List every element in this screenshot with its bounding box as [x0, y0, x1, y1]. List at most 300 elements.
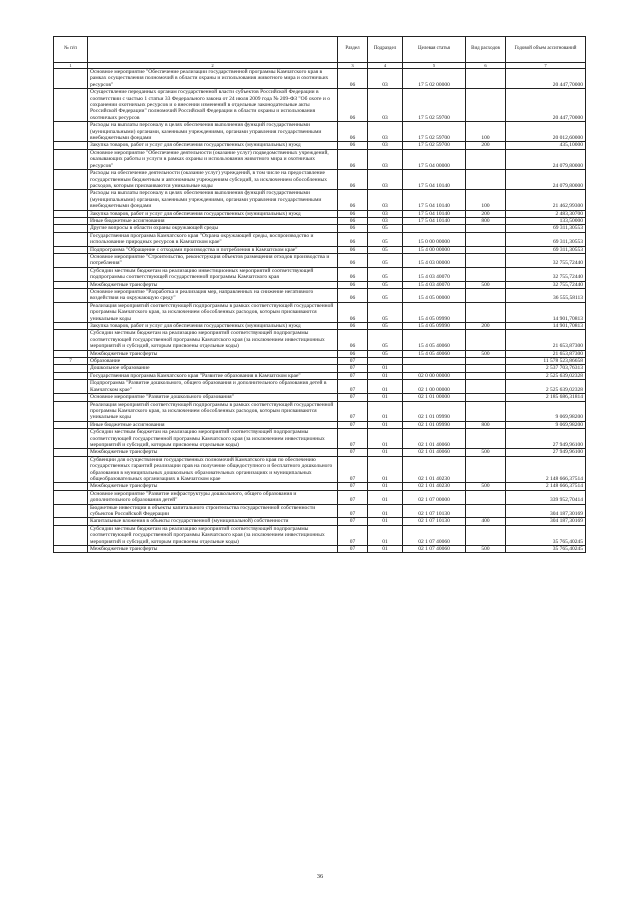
row-target-article: [403, 225, 466, 232]
row-expense-type: [466, 490, 506, 504]
row-target-article: 02 1 07 10130: [403, 504, 466, 518]
header-expense-type: Вид расходов: [466, 37, 506, 63]
table-row: [54, 525, 586, 545]
row-target-article: 17 5 04 10140: [403, 217, 466, 224]
row-expense-type: 200: [466, 142, 506, 149]
column-number: 5: [403, 63, 466, 69]
row-number: [54, 456, 88, 483]
row-amount: 27 949,96100: [506, 449, 586, 456]
row-name: Образование: [88, 358, 338, 365]
table-row: [54, 289, 586, 303]
row-target-article: 15 4 00 00000: [403, 246, 466, 253]
row-subsection: 03: [368, 190, 403, 210]
table-row: [54, 225, 586, 232]
row-target-article: 02 1 01 09990: [403, 401, 466, 421]
row-amount: 20 447,70000: [506, 89, 586, 122]
row-expense-type: [466, 225, 506, 232]
row-number: [54, 142, 88, 149]
row-amount: 2 185 686,31814: [506, 394, 586, 401]
row-section: 07: [338, 429, 368, 449]
table-row: [54, 142, 586, 149]
row-name: Основное мероприятие "Обеспечение деятельности (оказание услуг) подведомственных учреждений, оказывающих работы и услуги в рамках охраны и использования животного мира и охотничьих ресурсов": [88, 149, 338, 169]
row-target-article: [403, 365, 466, 372]
row-number: [54, 323, 88, 330]
row-target-article: 17 5 04 00000: [403, 149, 466, 169]
row-subsection: 05: [368, 289, 403, 303]
table-row: [54, 232, 586, 246]
row-number: [54, 281, 88, 288]
table-row: [54, 210, 586, 217]
column-number: 4: [368, 63, 403, 69]
row-section: 07: [338, 490, 368, 504]
row-name: Межбюджетные трансферты: [88, 546, 338, 553]
row-number: [54, 89, 88, 122]
row-expense-type: [466, 394, 506, 401]
row-number: [54, 122, 88, 142]
row-number: [54, 210, 88, 217]
row-section: 06: [338, 281, 368, 288]
header-amount: Годовой объем ассигнований: [506, 37, 586, 63]
row-number: [54, 267, 88, 281]
row-target-article: 02 0 00 00000: [403, 372, 466, 379]
row-name: Закупка товаров, работ и услуг для обеспечения государственных (муниципальных) нужд: [88, 210, 338, 217]
row-name: Дошкольное образование: [88, 365, 338, 372]
table-row: [54, 456, 586, 483]
row-amount: 35 765,40245: [506, 546, 586, 553]
row-number: [54, 449, 88, 456]
row-section: 06: [338, 225, 368, 232]
row-section: 06: [338, 267, 368, 281]
row-target-article: 02 1 01 40230: [403, 483, 466, 490]
row-number: [54, 149, 88, 169]
row-target-article: 15 4 05 40060: [403, 350, 466, 357]
header-target-article: Целевая статья: [403, 37, 466, 63]
row-target-article: 02 1 00 00000: [403, 380, 466, 394]
row-section: 06: [338, 302, 368, 322]
table-row: [54, 89, 586, 122]
row-subsection: 01: [368, 483, 403, 490]
row-amount: 339 952,70414: [506, 490, 586, 504]
row-section: 06: [338, 122, 368, 142]
row-number: [54, 350, 88, 357]
row-subsection: 03: [368, 210, 403, 217]
table-row: [54, 490, 586, 504]
row-expense-type: [466, 504, 506, 518]
row-amount: 11 578 523,86658: [506, 358, 586, 365]
row-section: 06: [338, 217, 368, 224]
table-row: [54, 372, 586, 379]
row-section: 06: [338, 323, 368, 330]
header-section: Раздел: [338, 37, 368, 63]
row-section: 06: [338, 149, 368, 169]
row-amount: 9 069,98200: [506, 421, 586, 428]
row-section: 06: [338, 253, 368, 267]
row-amount: 304 187,30169: [506, 518, 586, 525]
row-expense-type: [466, 232, 506, 246]
row-section: 06: [338, 142, 368, 149]
row-amount: 35 765,40245: [506, 525, 586, 545]
table-row: [54, 267, 586, 281]
row-amount: 32 755,72440: [506, 253, 586, 267]
row-amount: 14 901,70813: [506, 323, 586, 330]
row-target-article: 15 4 03 40070: [403, 267, 466, 281]
row-subsection: 01: [368, 449, 403, 456]
header-row: [54, 37, 586, 63]
row-section: 06: [338, 350, 368, 357]
row-target-article: 02 1 07 40060: [403, 525, 466, 545]
row-section: 07: [338, 456, 368, 483]
row-name: Основное мероприятие "Обеспечение реализации государственной программы Камчатского края в рамках осуществления полномочий в области охраны и использования животного мира и охотничьих ресурсов": [88, 69, 338, 89]
row-number: [54, 170, 88, 190]
row-target-article: 17 5 04 10140: [403, 210, 466, 217]
row-number: [54, 394, 88, 401]
row-amount: 435,10000: [506, 142, 586, 149]
row-number: [54, 190, 88, 210]
row-amount: 36 555,58113: [506, 289, 586, 303]
table-row: [54, 302, 586, 322]
row-name: Расходы на обеспечение деятельности (оказание услуг) учреждений, в том числе на предоставление государственным бюджетным и автономным учреждениям субсидий, за исключением обособленных расходов, которым присваиваются уникальные коды: [88, 170, 338, 190]
row-expense-type: [466, 89, 506, 122]
row-name: Подпрограмма "Обращение с отходами производства и потребления в Камчатском крае": [88, 246, 338, 253]
row-amount: 2 525 639,02328: [506, 380, 586, 394]
budget-sheet: [53, 36, 585, 553]
row-target-article: 15 4 05 00000: [403, 289, 466, 303]
row-amount: 2 148 666,37514: [506, 483, 586, 490]
row-subsection: 01: [368, 429, 403, 449]
row-expense-type: 500: [466, 281, 506, 288]
row-number: [54, 253, 88, 267]
row-number: [54, 401, 88, 421]
row-expense-type: 500: [466, 546, 506, 553]
row-expense-type: [466, 289, 506, 303]
row-subsection: 01: [368, 525, 403, 545]
row-amount: 24 079,80000: [506, 149, 586, 169]
row-subsection: 05: [368, 330, 403, 350]
row-amount: 2 525 639,02328: [506, 372, 586, 379]
row-number: [54, 330, 88, 350]
row-subsection: 01: [368, 401, 403, 421]
table-row: [54, 421, 586, 428]
row-section: 07: [338, 518, 368, 525]
row-target-article: 15 4 05 09990: [403, 323, 466, 330]
row-expense-type: [466, 330, 506, 350]
row-expense-type: 100: [466, 122, 506, 142]
row-name: Субсидии местным бюджетам на реализацию мероприятий соответствующей подпрограммы соответствующей государственной программы Камчатского края (за исключением инвестиционных мероприятий и субсидий, которым присвоены отдельные коды): [88, 429, 338, 449]
row-target-article: 02 1 07 00000: [403, 490, 466, 504]
row-expense-type: 400: [466, 518, 506, 525]
row-subsection: 03: [368, 149, 403, 169]
row-section: 06: [338, 330, 368, 350]
row-name: Основное мероприятие "Строительство, реконструкция объектов размещения отходов производства и потребления": [88, 253, 338, 267]
row-target-article: 17 5 02 00000: [403, 69, 466, 89]
row-subsection: 03: [368, 69, 403, 89]
row-name: Закупка товаров, работ и услуг для обеспечения государственных (муниципальных) нужд: [88, 142, 338, 149]
row-subsection: 05: [368, 267, 403, 281]
row-section: 07: [338, 372, 368, 379]
row-subsection: 01: [368, 394, 403, 401]
row-target-article: 02 1 01 40230: [403, 456, 466, 483]
row-target-article: 02 1 07 10130: [403, 518, 466, 525]
row-section: 07: [338, 525, 368, 545]
row-number: [54, 525, 88, 545]
row-target-article: 02 1 01 09990: [403, 421, 466, 428]
row-name: Бюджетные инвестиции в объекты капитального строительства государственной собственности субъектов Российской Федерации: [88, 504, 338, 518]
header-subsection: Подраздел: [368, 37, 403, 63]
row-subsection: 05: [368, 350, 403, 357]
row-number: [54, 380, 88, 394]
table-row: [54, 350, 586, 357]
row-section: 07: [338, 401, 368, 421]
row-target-article: 02 1 01 40060: [403, 449, 466, 456]
table-row: [54, 449, 586, 456]
row-expense-type: 200: [466, 323, 506, 330]
row-number: [54, 225, 88, 232]
row-subsection: [368, 358, 403, 365]
row-target-article: 17 5 02 59700: [403, 89, 466, 122]
row-name: Государственная программа Камчатского края "Развитие образования в Камчатском крае": [88, 372, 338, 379]
row-number: [54, 490, 88, 504]
column-number: 2: [88, 63, 338, 69]
row-subsection: 05: [368, 323, 403, 330]
row-section: 07: [338, 449, 368, 456]
row-section: 06: [338, 170, 368, 190]
row-expense-type: [466, 372, 506, 379]
row-target-article: 17 5 04 10140: [403, 170, 466, 190]
row-subsection: 03: [368, 142, 403, 149]
row-target-article: [403, 358, 466, 365]
row-subsection: 01: [368, 504, 403, 518]
table-row: [54, 281, 586, 288]
table-row: [54, 246, 586, 253]
row-expense-type: [466, 267, 506, 281]
row-target-article: 02 1 01 00000: [403, 394, 466, 401]
table-row: [54, 429, 586, 449]
row-target-article: 02 1 01 40060: [403, 429, 466, 449]
row-amount: 27 949,96100: [506, 429, 586, 449]
row-section: 07: [338, 421, 368, 428]
row-name: Иные бюджетные ассигнования: [88, 217, 338, 224]
row-amount: 133,50000: [506, 217, 586, 224]
row-expense-type: [466, 246, 506, 253]
row-expense-type: 500: [466, 483, 506, 490]
row-name: Государственная программа Камчатского края "Охрана окружающей среды, воспроизводство и использование природных ресурсов в Камчатском крае": [88, 232, 338, 246]
row-number: [54, 372, 88, 379]
row-name: Основное мероприятие "Развитие дошкольного образования": [88, 394, 338, 401]
row-name: Основное мероприятие "Разработка и реализация мер, направленных на снижение негативного воздействия на окружающую среду": [88, 289, 338, 303]
row-section: 06: [338, 210, 368, 217]
row-amount: 32 755,72440: [506, 281, 586, 288]
row-name: Расходы на выплаты персоналу в целях обеспечения выполнения функций государственными (муниципальными) органами, казенными учреждениями, органами управления государственными внебюджетными фондами: [88, 122, 338, 142]
row-target-article: 15 4 05 09990: [403, 302, 466, 322]
row-name: Субсидии местным бюджетам на реализацию мероприятий соответствующей подпрограммы соответствующей государственной программы Камчатского края (за исключением инвестиционных мероприятий и субсидий, которым присвоены отдельные коды): [88, 525, 338, 545]
row-name: Другие вопросы в области охраны окружающей среды: [88, 225, 338, 232]
table-row: [54, 504, 586, 518]
row-expense-type: 100: [466, 190, 506, 210]
row-expense-type: [466, 302, 506, 322]
row-subsection: 05: [368, 253, 403, 267]
row-subsection: 05: [368, 302, 403, 322]
row-section: 07: [338, 546, 368, 553]
row-section: 06: [338, 232, 368, 246]
row-amount: 24 079,80000: [506, 170, 586, 190]
table-row: [54, 69, 586, 89]
row-target-article: 17 5 02 59700: [403, 122, 466, 142]
table-body: [54, 69, 586, 553]
row-expense-type: [466, 525, 506, 545]
row-number: 7: [54, 358, 88, 365]
row-subsection: 05: [368, 225, 403, 232]
row-name: Закупка товаров, работ и услуг для обеспечения государственных (муниципальных) нужд: [88, 323, 338, 330]
row-target-article: 15 4 05 40060: [403, 330, 466, 350]
row-number: [54, 246, 88, 253]
row-section: 07: [338, 358, 368, 365]
row-name: Межбюджетные трансферты: [88, 350, 338, 357]
row-section: 07: [338, 365, 368, 372]
table-row: [54, 358, 586, 365]
row-section: 07: [338, 483, 368, 490]
row-section: 06: [338, 190, 368, 210]
row-expense-type: 800: [466, 217, 506, 224]
row-name: Субсидии местным бюджетам на реализацию мероприятий соответствующей подпрограммы соответствующей государственной программы Камчатского края (за исключением инвестиционных мероприятий и субсидий, которым присвоены отдельные коды): [88, 330, 338, 350]
row-subsection: 01: [368, 365, 403, 372]
row-target-article: 15 0 00 00000: [403, 232, 466, 246]
row-amount: 32 755,72440: [506, 267, 586, 281]
row-name: Подпрограмма "Развитие дошкольного, общего образования и дополнительного образования детей в Камчатском крае": [88, 380, 338, 394]
row-target-article: 02 1 07 40060: [403, 546, 466, 553]
row-expense-type: 800: [466, 421, 506, 428]
row-section: 07: [338, 504, 368, 518]
row-expense-type: [466, 149, 506, 169]
row-name: Межбюджетные трансферты: [88, 281, 338, 288]
row-number: [54, 504, 88, 518]
table-row: [54, 518, 586, 525]
row-number: [54, 429, 88, 449]
row-section: 06: [338, 89, 368, 122]
row-subsection: 05: [368, 246, 403, 253]
row-section: 06: [338, 246, 368, 253]
row-subsection: 01: [368, 490, 403, 504]
row-number: [54, 69, 88, 89]
row-expense-type: [466, 429, 506, 449]
row-subsection: 01: [368, 421, 403, 428]
row-name: Реализация мероприятий соответствующей подпрограммы в рамках соответствующей государственной программы Камчатского края, за исключением обособленных расходов, которым присваиваются уникальные коды: [88, 401, 338, 421]
row-number: [54, 483, 88, 490]
row-expense-type: [466, 170, 506, 190]
table-row: [54, 217, 586, 224]
row-target-article: 17 5 04 10140: [403, 190, 466, 210]
row-subsection: 03: [368, 89, 403, 122]
row-expense-type: 200: [466, 210, 506, 217]
row-name: Субсидии местным бюджетам на реализацию инвестиционных мероприятий соответствующей подпрограммы соответствующей государственной программы Камчатского края: [88, 267, 338, 281]
row-expense-type: [466, 253, 506, 267]
table-row: [54, 323, 586, 330]
row-subsection: 03: [368, 217, 403, 224]
row-number: [54, 546, 88, 553]
row-expense-type: [466, 380, 506, 394]
row-amount: 304 187,30169: [506, 504, 586, 518]
row-amount: 69 311,30553: [506, 246, 586, 253]
row-section: 07: [338, 380, 368, 394]
row-number: [54, 421, 88, 428]
row-target-article: 15 4 03 40070: [403, 281, 466, 288]
header-name: [88, 37, 338, 63]
column-number: 1: [54, 63, 88, 69]
row-name: Расходы на выплаты персоналу в целях обеспечения выполнения функций государственными (муниципальными) органами, казенными учреждениями, органами управления государственными внебюджетными фондами: [88, 190, 338, 210]
budget-table: [53, 36, 586, 553]
row-amount: 21 653,87300: [506, 350, 586, 357]
row-section: 07: [338, 394, 368, 401]
row-amount: 2 483,30700: [506, 210, 586, 217]
row-name: Осуществление переданных органам государственной власти субъектов Российской Федерации в соответствии с частью 1 статьи 33 Федерального закона от 24 июля 2009 года № 209-ФЗ "Об охоте и о сохранении охотничьих ресурсов и о внесении изменений в отдельные законодательные акты Российской Федерации" полномочий Российской Федерации в области охраны и использования охотничьих ресурсов: [88, 89, 338, 122]
row-amount: 2 537 703,76313: [506, 365, 586, 372]
row-section: 06: [338, 69, 368, 89]
row-number: [54, 232, 88, 246]
row-expense-type: [466, 69, 506, 89]
row-section: 06: [338, 289, 368, 303]
table-row: [54, 365, 586, 372]
table-row: [54, 253, 586, 267]
row-expense-type: 500: [466, 350, 506, 357]
row-target-article: 17 5 02 59700: [403, 142, 466, 149]
column-number: 6: [466, 63, 506, 69]
column-number: 3: [338, 63, 368, 69]
row-amount: 14 901,70813: [506, 302, 586, 322]
row-expense-type: [466, 456, 506, 483]
row-subsection: 03: [368, 170, 403, 190]
header-num: № п/п: [54, 37, 88, 63]
row-number: [54, 518, 88, 525]
table-row: [54, 483, 586, 490]
row-name: Межбюджетные трансферты: [88, 483, 338, 490]
column-number: 7: [506, 63, 586, 69]
row-subsection: 01: [368, 380, 403, 394]
row-name: Основное мероприятие "Развитие инфраструктуры дошкольного, общего образования и дополнительного образования детей": [88, 490, 338, 504]
row-expense-type: [466, 365, 506, 372]
row-name: Межбюджетные трансферты: [88, 449, 338, 456]
row-amount: 21 462,99300: [506, 190, 586, 210]
row-subsection: 01: [368, 456, 403, 483]
row-number: [54, 217, 88, 224]
table-row: [54, 401, 586, 421]
row-number: [54, 302, 88, 322]
row-amount: 9 069,98200: [506, 401, 586, 421]
table-row: [54, 330, 586, 350]
row-expense-type: 500: [466, 449, 506, 456]
row-subsection: 03: [368, 122, 403, 142]
table-row: [54, 122, 586, 142]
table-row: [54, 394, 586, 401]
row-subsection: 01: [368, 546, 403, 553]
row-expense-type: [466, 401, 506, 421]
table-row: [54, 190, 586, 210]
table-row: [54, 170, 586, 190]
page-number: 36: [316, 873, 324, 880]
row-number: [54, 365, 88, 372]
row-amount: 21 653,87300: [506, 330, 586, 350]
table-row: [54, 546, 586, 553]
row-subsection: 01: [368, 518, 403, 525]
row-name: Капитальные вложения в объекты государственной (муниципальной) собственности: [88, 518, 338, 525]
row-name: Субвенции для осуществления государственных полномочий Камчатского края по обеспечению государственных гарантий реализации прав на получение общедоступного и бесплатного дошкольного образования в муниципальных дошкольных образовательных организациях и муниципальных общеобразовательных организациях в Камчатском крае: [88, 456, 338, 483]
row-amount: 69 311,30553: [506, 225, 586, 232]
row-number: [54, 289, 88, 303]
table-row: [54, 380, 586, 394]
row-target-article: 15 4 03 00000: [403, 253, 466, 267]
row-amount: 2 148 666,37514: [506, 456, 586, 483]
row-subsection: 05: [368, 232, 403, 246]
row-amount: 20 447,70000: [506, 69, 586, 89]
row-name: Иные бюджетные ассигнования: [88, 421, 338, 428]
